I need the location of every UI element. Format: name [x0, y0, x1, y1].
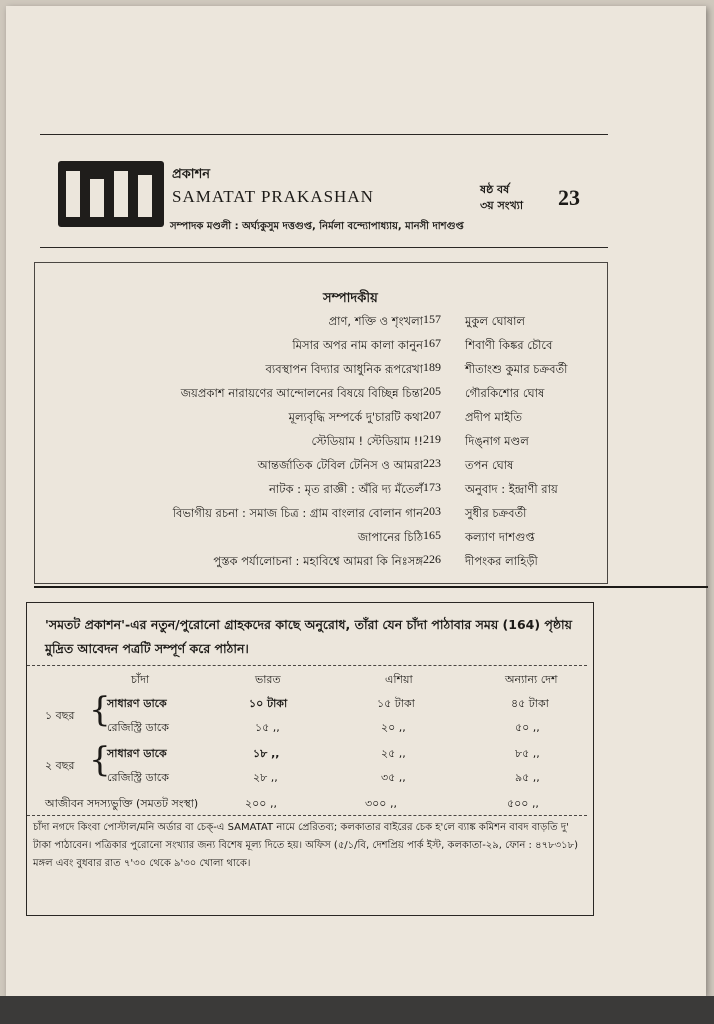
toc-page: 189 — [423, 360, 441, 374]
y2-ordinary-label: সাধারণ ডাকে — [107, 747, 167, 760]
brand-bengali: প্রকাশন — [172, 167, 211, 182]
toc-title: ব্যবস্থাপন বিদ্যার আধুনিক রূপরেখা — [265, 362, 423, 376]
y2-ord-others: ৮৫ ,, — [515, 747, 540, 760]
toc-row — [35, 527, 607, 549]
toc-row — [35, 503, 607, 525]
toc-row — [35, 551, 607, 573]
toc-row — [35, 335, 607, 357]
section-divider — [34, 586, 708, 588]
life-asia: ৩০০ ,, — [365, 797, 397, 810]
toc-row — [35, 455, 607, 477]
toc-page: 167 — [423, 336, 441, 350]
toc-title: মিসার অপর নাম কালা কানুন — [292, 338, 423, 352]
toc-author: শীতাংশু কুমার চক্রবর্তী — [465, 362, 568, 376]
toc-page: 223 — [423, 456, 441, 470]
contents-title: সম্পাদকীয় — [323, 291, 378, 306]
y1-ord-asia: ১৫ টাকা — [377, 697, 415, 710]
masthead — [40, 134, 608, 248]
brace-icon: { — [89, 740, 111, 780]
toc-title: আন্তর্জাতিক টেবিল টেনিস ও আমরা — [257, 458, 423, 472]
lifetime-label: আজীবন সদস্যভুক্তি (সমতট সংস্থা) — [45, 797, 199, 810]
dashed-rule — [27, 815, 587, 816]
toc-row — [35, 479, 607, 501]
issue-number: 23 — [558, 185, 580, 210]
toc-page: 205 — [423, 384, 441, 398]
toc-title: পুস্তক পর্যালোচনা : মহাবিশ্বে আমরা কি নিঃসঙ্গ — [213, 554, 423, 568]
toc-page: 173 — [423, 480, 441, 494]
toc-title: নাটক : মৃত রাজ্ঞী : অঁরি দ্য মঁতের্লঁ — [269, 482, 423, 496]
subscriber-notice: 'সমতট প্রকাশন'-এর নতুন/পুরোনো গ্রাহকদের কাছে অনুরোধ, তাঁরা যেন চাঁদা পাঠাবার সময় (164) পৃষ্ঠায় মুদ্রিত আবেদন পত্রটি সম্পূর্ণ করে পাঠান। — [45, 617, 573, 656]
col-header-india: ভারত — [255, 673, 281, 686]
toc-author: গৌরকিশোর ঘোষ — [465, 386, 545, 400]
y2-registered-label: রেজিস্ট্রি ডাকে — [107, 771, 169, 784]
y1-ord-others: ৪৫ টাকা — [511, 697, 549, 710]
toc-author: সুধীর চক্রবর্তী — [465, 506, 527, 520]
toc-page: 157 — [423, 312, 441, 326]
toc-page: 203 — [423, 504, 441, 518]
brace-icon: { — [89, 690, 111, 730]
toc-row — [35, 407, 607, 429]
dashed-rule — [27, 665, 587, 666]
toc-page: 165 — [423, 528, 441, 542]
toc-author: তপন ঘোষ — [465, 458, 514, 472]
y2-ord-india: ১৮ ,, — [253, 747, 280, 760]
table-of-contents — [34, 262, 608, 584]
toc-author: কল্যাণ দাশগুপ্ত — [465, 530, 535, 544]
toc-author: শিবাণী কিঙ্কর চৌবে — [465, 338, 553, 352]
subscription-box — [26, 602, 594, 916]
toc-row — [35, 431, 607, 453]
y2-reg-others: ৯৫ ,, — [515, 771, 540, 784]
toc-title: স্টেডিয়াম ! স্টেডিয়াম !! — [311, 434, 423, 448]
y2-ord-asia: ২৫ ,, — [381, 747, 406, 760]
y2-reg-india: ২৮ ,, — [253, 771, 278, 784]
y1-ordinary-label: সাধারণ ডাকে — [107, 697, 167, 710]
life-india: ২০০ ,, — [245, 797, 277, 810]
y1-ord-india: ১০ টাকা — [249, 697, 288, 710]
toc-author: মুকুল ঘোষাল — [465, 314, 526, 328]
brand-english: SAMATAT PRAKASHAN — [172, 187, 374, 206]
toc-row — [35, 383, 607, 405]
year-label: ষষ্ঠ বর্ষ — [480, 183, 510, 196]
publisher-logo — [58, 161, 164, 227]
life-others: ৫০০ ,, — [507, 797, 539, 810]
toc-title: জাপানের চিঠি — [357, 530, 423, 544]
toc-author: প্রদীপ মাইতি — [465, 410, 522, 424]
col-header-asia: এশিয়া — [385, 673, 413, 686]
payment-footnote: চাঁদা নগদে কিংবা পোস্টাল/মনি অর্ডার বা চেক্-এ SAMATAT নামে প্রেরিতব্য; কলকাতার বাইরের চেক হ'লে ব্যাঙ্ক কমিশন বাবদ বাড়তি দু' টাকা পাঠাবেন। পত্রিকার পুরোনো সংখ্যার জন্য বিশেষ মূল্য দিতে হয়। অফিস (৫/১/বি, দেশপ্রিয় পার্ক ইস্ট, কলকাতা-২৯, ফোন : ৪৭৮৩১৮) মঙ্গল এবং বুধবার রাত ৭'৩০ থেকে ৯'৩০ খোলা থাকে। — [33, 822, 578, 869]
y1-reg-india: ১৫ ,, — [255, 721, 280, 734]
issue-info — [480, 181, 600, 221]
toc-page: 219 — [423, 432, 441, 446]
col-header-rate: চাঁদা — [131, 673, 150, 686]
toc-title: মূল্যবৃদ্ধি সম্পর্কে দু'চারটি কথা — [288, 410, 423, 424]
editorial-board: সম্পাদক মণ্ডলী : অর্ঘ্যকুসুম দত্তগুপ্ত, নির্মলা বন্দ্যোপাধ্যায়, মানসী দাশগুপ্ত — [170, 221, 464, 232]
toc-author: অনুবাদ : ইন্দ্রাণী রায় — [465, 482, 558, 496]
y2-reg-asia: ৩৫ ,, — [381, 771, 406, 784]
page-shadow — [0, 996, 714, 1024]
y1-registered-label: রেজিস্ট্রি ডাকে — [107, 721, 169, 734]
toc-author: দীপংকর লাহিড়ী — [465, 554, 538, 568]
y1-reg-asia: ২০ ,, — [381, 721, 406, 734]
y1-reg-others: ৫০ ,, — [515, 721, 540, 734]
toc-title: প্রাণ, শক্তি ও শৃংখলা — [328, 314, 423, 328]
toc-row — [35, 311, 607, 333]
magazine-page — [6, 6, 706, 996]
col-header-others: অন্যান্য দেশ — [505, 673, 558, 686]
toc-title: বিভাগীয় রচনা : সমাজ চিত্র : গ্রাম বাংলার বোলান গান — [172, 506, 423, 520]
toc-row — [35, 359, 607, 381]
toc-author: দিঙ্‌নাগ মণ্ডল — [465, 434, 529, 448]
one-year-label: ১ বছর — [45, 709, 75, 722]
two-year-label: ২ বছর — [45, 759, 75, 772]
toc-title: জয়প্রকাশ নারায়ণের আন্দোলনের বিষয়ে বিচ্ছিন্ন চিন্তা — [180, 386, 423, 400]
issue-label: ৩য় সংখ্যা — [480, 199, 524, 212]
toc-page: 207 — [423, 408, 441, 422]
toc-page: 226 — [423, 552, 441, 566]
